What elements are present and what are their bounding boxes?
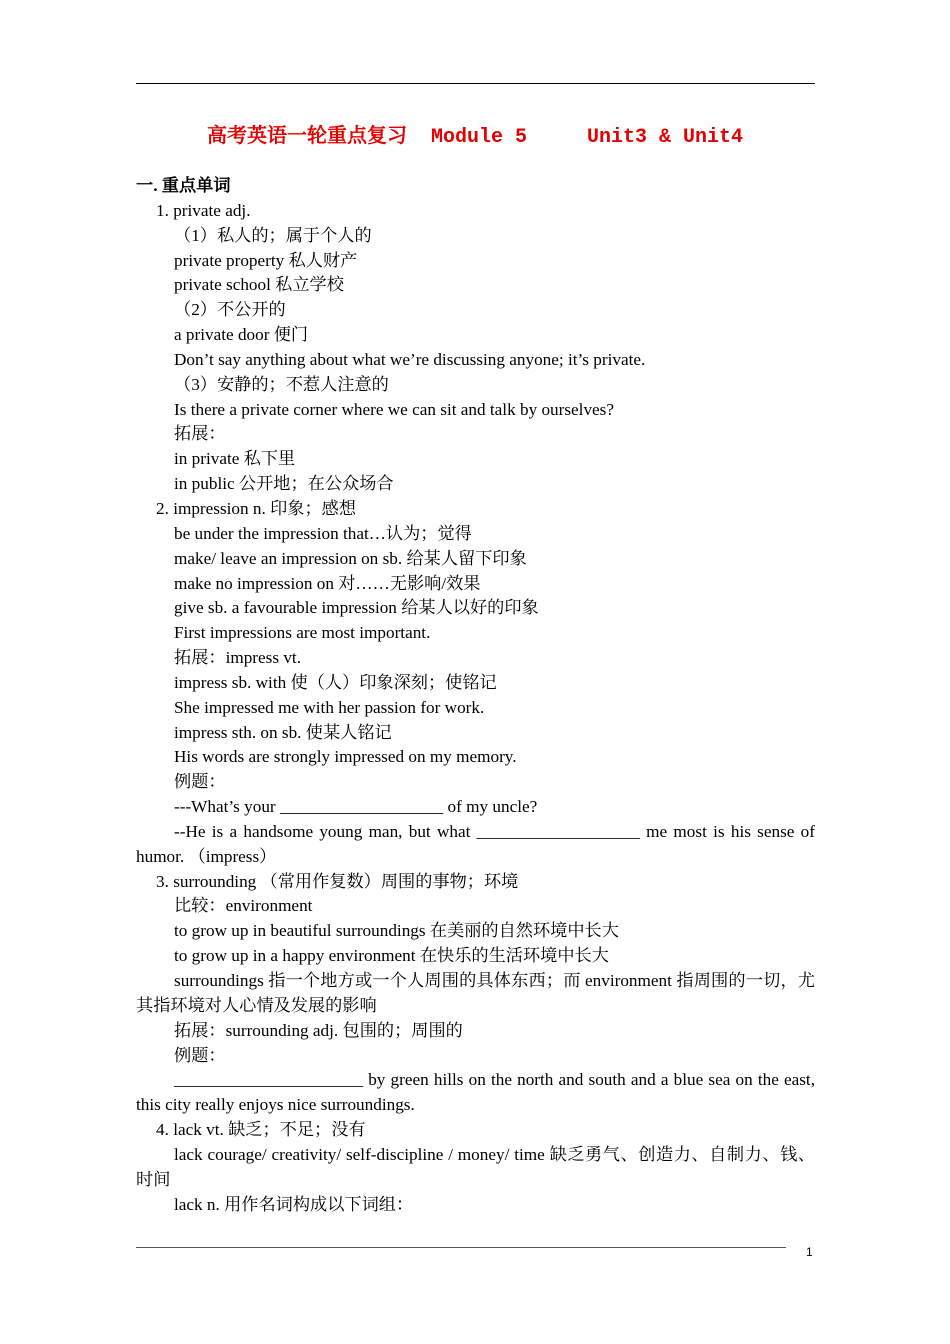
text-paragraph: lack courage/ creativity/ self-discipline / money/ time 缺乏勇气、创造力、自制力、钱、时间 [136,1144,815,1189]
text-line: She impressed me with her passion for work. [174,697,485,717]
title-english: Module 5 Unit3 & Unit4 [406,126,744,149]
text-line: Is there a private corner where we can sit and talk by ourselves? [174,399,615,419]
footer-rule [136,1247,786,1248]
text-line: impress sth. on sb. 使某人铭记 [174,722,392,742]
text-paragraph: surroundings 指一个地方或一个人周围的具体东西；而 environment 指周围的一切，尤其指环境对人心情及发展的影响 [136,971,815,1015]
entry-title-private: 1. private adj. [156,200,251,220]
text-line: private property 私人财产 [174,250,358,270]
text-line: in private 私下里 [174,449,296,469]
header-rule [136,83,815,84]
exercise-line: ---What’s your ___________________ of my uncle? [174,797,538,817]
text-line: impress sb. with 使（人）印象深刻；使铭记 [174,672,497,692]
text-line: （2）不公开的 [174,300,286,320]
text-line: 拓展： [174,424,226,444]
entry-title-lack: 4. lack vt. 缺乏；不足；没有 [156,1120,366,1140]
text-line: in public 公开地；在公众场合 [174,474,394,494]
text-line: make no impression on 对……无影响/效果 [174,573,481,593]
text-line: Don’t say anything about what we’re discussing anyone; it’s private. [174,349,646,369]
title-chinese: 高考英语一轮重点复习 [206,125,407,147]
text-line: give sb. a favourable impression 给某人以好的印象 [174,598,539,618]
text-line: be under the impression that…认为；觉得 [174,523,472,543]
text-line: 例题： [174,1045,226,1065]
text-line: First impressions are most important. [174,623,431,643]
text-line: 拓展：impress vt. [174,648,301,668]
text-line: 比较：environment [174,896,313,916]
page-title [0,122,950,152]
text-line: （3）安静的；不惹人注意的 [174,374,389,394]
text-line: to grow up in beautiful surroundings 在美丽的自然环境中长大 [174,921,619,941]
text-line: 拓展：surrounding adj. 包围的；周围的 [174,1020,463,1040]
document-body [136,174,815,1217]
section-heading: 一. 重点单词 [136,176,231,195]
exercise-paragraph: ______________________ by green hills on the north and south and a blue sea on the east, this city really enjoys nice surroundings. [136,1070,815,1115]
entry-title-surrounding: 3. surrounding （常用作复数）周围的事物；环境 [156,871,519,891]
text-line: a private door 便门 [174,325,309,345]
text-line: private school 私立学校 [174,275,344,295]
text-line: 例题： [174,772,226,792]
text-line: His words are strongly impressed on my memory. [174,747,517,767]
text-line: （1）私人的；属于个人的 [174,225,372,245]
exercise-paragraph: --He is a handsome young man, but what ___________________ me most is his sense of humor. （impress） [136,821,815,866]
text-line: make/ leave an impression on sb. 给某人留下印象 [174,548,527,568]
text-line: lack n. 用作名词构成以下词组： [174,1194,414,1214]
page-number: 1 [806,1245,813,1259]
entry-title-impression: 2. impression n. 印象；感想 [156,498,357,518]
text-line: to grow up in a happy environment 在快乐的生活环境中长大 [174,946,609,966]
